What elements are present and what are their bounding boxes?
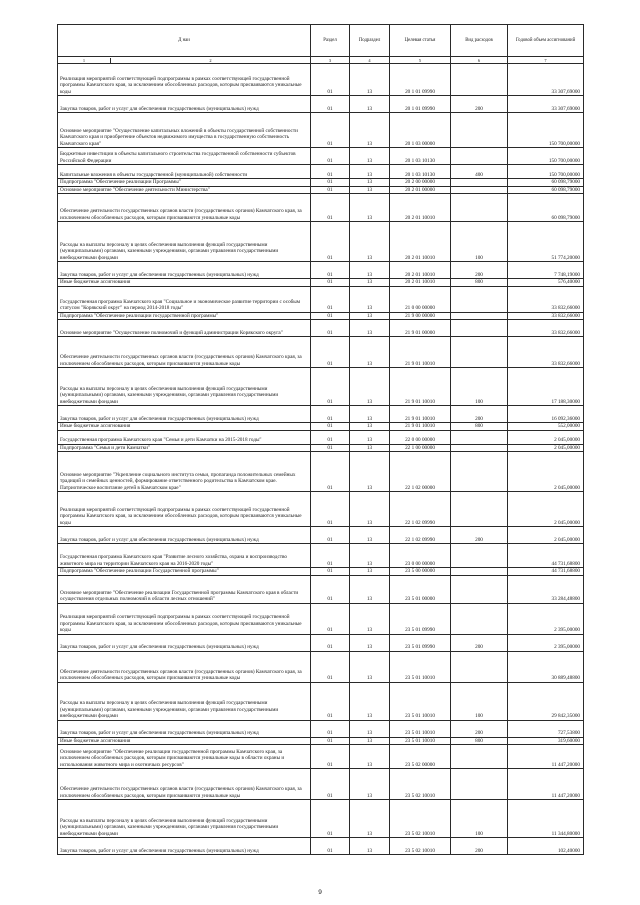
header-expense-kind: Вид расходов <box>451 25 508 57</box>
cell-name: Расходы на выплаты персоналу в целях обеспечения выполнения функций государственными (муниципальными) органами, казенными учреждениями, органами управления государственными внебюджетными фондами <box>58 222 311 262</box>
cell-target-article: 20 1 03 00000 <box>390 113 451 148</box>
cell-subsection: 13 <box>350 737 390 745</box>
cell-annual-total: 44 731,68800 <box>508 544 584 568</box>
cell-expense-kind: 200 <box>451 262 508 279</box>
cell-annual-total: 7 748,19000 <box>508 262 584 279</box>
cell-subsection: 13 <box>350 444 390 452</box>
cell-subsection: 13 <box>350 603 390 634</box>
cell-target-article: 20 1 01 09990 <box>390 64 451 96</box>
cell-subsection: 13 <box>350 279 390 287</box>
cell-subsection: 13 <box>350 113 390 148</box>
cell-section: 01 <box>311 222 350 262</box>
cell-subsection: 13 <box>350 575 390 603</box>
table-row <box>58 800 584 838</box>
cell-annual-total: 60 098,79000 <box>508 194 584 222</box>
cell-target-article: 20 2 01 10010 <box>390 222 451 262</box>
cell-annual-total: 2 045,00000 <box>508 492 584 527</box>
table-row <box>58 312 584 320</box>
cell-subsection: 13 <box>350 96 390 113</box>
cell-name: Закупка товаров, работ и услуг для обеспечения государственных (муниципальных) нужд <box>58 527 311 544</box>
cell-annual-total: 2 395,00000 <box>508 634 584 651</box>
cell-name: Обеспечение деятельности государственных органов власти (государственных органов) Камчатского края, за исключением обособленных расходов, которым присваиваются уникальные коды <box>58 337 311 368</box>
cell-name: Закупка товаров, работ и услуг для обеспечения государственных (муниципальных) нужд <box>58 634 311 651</box>
cell-expense-kind: 200 <box>451 720 508 737</box>
cell-expense-kind: 400 <box>451 165 508 179</box>
cell-annual-total: 552,00000 <box>508 423 584 431</box>
table-row <box>58 368 584 406</box>
cell-annual-total: 2 045,00000 <box>508 430 584 444</box>
table-row <box>58 544 584 568</box>
cell-section: 01 <box>311 148 350 165</box>
cell-subsection: 13 <box>350 406 390 423</box>
cell-subsection: 13 <box>350 64 390 96</box>
cell-section: 01 <box>311 320 350 337</box>
cell-annual-total: 150 700,00000 <box>508 165 584 179</box>
cell-annual-total: 29 842,35000 <box>508 682 584 720</box>
cell-annual-total: 51 774,20000 <box>508 222 584 262</box>
cell-expense-kind <box>451 492 508 527</box>
header-name: Д наи <box>58 25 311 57</box>
cell-section: 01 <box>311 430 350 444</box>
cell-subsection: 13 <box>350 320 390 337</box>
cell-target-article: 23 5 02 10010 <box>390 769 451 800</box>
cell-target-article: 23 5 01 10010 <box>390 682 451 720</box>
cell-subsection: 13 <box>350 186 390 194</box>
table-row <box>58 603 584 634</box>
col-number-1: 1 <box>58 58 111 63</box>
cell-name: Расходы на выплаты персоналу в целях обеспечения выполнения функций государственными (муниципальными) органами, казенными учреждениями, органами управления государственными внебюджетными фондами <box>58 368 311 406</box>
cell-subsection: 13 <box>350 769 390 800</box>
cell-section: 01 <box>311 286 350 312</box>
header-subsection: Подраздел <box>350 25 390 57</box>
cell-expense-kind <box>451 430 508 444</box>
col-number-5: 5 <box>390 57 451 64</box>
cell-expense-kind <box>451 64 508 96</box>
cell-expense-kind <box>451 603 508 634</box>
cell-name: Иные бюджетные ассигнования <box>58 737 311 745</box>
budget-table-sheet <box>57 24 583 855</box>
cell-target-article: 23 5 01 00000 <box>390 575 451 603</box>
cell-name: Капитальные вложения в объекты государственной (муниципальной) собственности <box>58 165 311 179</box>
cell-annual-total: 727,53800 <box>508 720 584 737</box>
cell-name: Основное мероприятие "Обеспечение реализации государственной программы Камчатского края, за исключением обособленных расходов, которым присваиваются уникальные коды в области охраны и использования животного мира и охотничьих ресурсов" <box>58 745 311 769</box>
cell-expense-kind <box>451 745 508 769</box>
cell-section: 01 <box>311 312 350 320</box>
table-row <box>58 96 584 113</box>
cell-target-article: 22 1 00 00000 <box>390 444 451 452</box>
cell-name: Подпрограмма "Обеспечение реализации государственной программы" <box>58 312 311 320</box>
cell-name: Закупка товаров, работ и услуг для обеспечения государственных (муниципальных) нужд <box>58 96 311 113</box>
page-number: 9 <box>318 889 322 896</box>
cell-section: 01 <box>311 603 350 634</box>
cell-target-article: 22 1 02 09990 <box>390 527 451 544</box>
cell-name: Иные бюджетные ассигнования <box>58 423 311 431</box>
cell-section: 01 <box>311 406 350 423</box>
cell-expense-kind <box>451 568 508 576</box>
table-row <box>58 838 584 855</box>
cell-expense-kind: 200 <box>451 634 508 651</box>
cell-annual-total: 33 832,66000 <box>508 286 584 312</box>
table-row <box>58 651 584 682</box>
cell-name: Закупка товаров, работ и услуг для обеспечения государственных (муниципальных) нужд <box>58 838 311 855</box>
cell-subsection: 13 <box>350 430 390 444</box>
cell-subsection: 13 <box>350 194 390 222</box>
cell-name: Государственная программа Камчатского края "Социальное и экономическое развитие территории с особым статусом "Корякский округ" на период 2014-2018 годы" <box>58 286 311 312</box>
cell-annual-total: 2 045,00000 <box>508 444 584 452</box>
cell-target-article: 21 9 01 10010 <box>390 337 451 368</box>
cell-section: 01 <box>311 165 350 179</box>
cell-expense-kind: 200 <box>451 96 508 113</box>
table-row <box>58 682 584 720</box>
cell-target-article: 22 1 02 09990 <box>390 492 451 527</box>
cell-target-article: 21 0 00 00000 <box>390 286 451 312</box>
cell-target-article: 23 5 01 09990 <box>390 634 451 651</box>
cell-expense-kind: 100 <box>451 682 508 720</box>
cell-expense-kind: 100 <box>451 800 508 838</box>
cell-target-article: 20 2 01 00000 <box>390 186 451 194</box>
cell-name: Обеспечение деятельности государственных органов власти (государственных органов) Камчатского края, за исключением обособленных расходов, которым присваиваются уникальные коды <box>58 194 311 222</box>
cell-name: Расходы на выплаты персоналу в целях обеспечения выполнения функций государственными (муниципальными) органами, казенными учреждениями, органами управления государственными внебюджетными фондами <box>58 682 311 720</box>
cell-subsection: 13 <box>350 262 390 279</box>
cell-subsection: 13 <box>350 312 390 320</box>
cell-section: 01 <box>311 452 350 492</box>
table-row <box>58 194 584 222</box>
table-row <box>58 452 584 492</box>
cell-target-article: 23 5 01 09990 <box>390 603 451 634</box>
table-row <box>58 165 584 179</box>
cell-subsection: 13 <box>350 452 390 492</box>
cell-name: Бюджетные инвестиции в объекты капитального строительства государственной собственности субъектов Российской Федерации <box>58 148 311 165</box>
table-row <box>58 575 584 603</box>
cell-name: Подпрограмма "Обеспечение реализации Государственной программы" <box>58 568 311 576</box>
cell-target-article: 20 1 03 10130 <box>390 148 451 165</box>
cell-section: 01 <box>311 96 350 113</box>
cell-annual-total: 60 098,79000 <box>508 179 584 187</box>
cell-expense-kind: 200 <box>451 406 508 423</box>
table-row <box>58 262 584 279</box>
cell-subsection: 13 <box>350 179 390 187</box>
cell-target-article: 20 1 03 10130 <box>390 165 451 179</box>
cell-name: Закупка товаров, работ и услуг для обеспечения государственных (муниципальных) нужд <box>58 262 311 279</box>
cell-name: Обеспечение деятельности государственных органов власти (государственных органов) Камчатского края, за исключением обособленных расходов, которым присваиваются уникальные коды <box>58 651 311 682</box>
cell-target-article: 20 1 01 09990 <box>390 96 451 113</box>
cell-section: 01 <box>311 745 350 769</box>
table-row <box>58 720 584 737</box>
cell-name: Обеспечение деятельности государственных органов власти (государственных органов) Камчатского края, за исключением обособленных расходов, которым присваиваются уникальные коды <box>58 769 311 800</box>
col-number-2: 2 <box>209 57 212 63</box>
cell-name: Закупка товаров, работ и услуг для обеспечения государственных (муниципальных) нужд <box>58 406 311 423</box>
cell-expense-kind <box>451 444 508 452</box>
cell-expense-kind: 100 <box>451 368 508 406</box>
cell-annual-total: 16 092,36000 <box>508 406 584 423</box>
cell-expense-kind: 200 <box>451 527 508 544</box>
cell-name: Иные бюджетные ассигнования <box>58 279 311 287</box>
cell-expense-kind <box>451 320 508 337</box>
cell-target-article: 21 9 01 00000 <box>390 320 451 337</box>
cell-subsection: 13 <box>350 838 390 855</box>
col-number-6: 6 <box>451 57 508 64</box>
cell-target-article: 20 2 01 10010 <box>390 262 451 279</box>
table-row <box>58 148 584 165</box>
budget-table <box>57 24 584 855</box>
cell-annual-total: 33 832,66000 <box>508 312 584 320</box>
cell-expense-kind: 800 <box>451 423 508 431</box>
cell-subsection: 13 <box>350 148 390 165</box>
col-number-cell-1-2 <box>58 57 311 64</box>
table-row <box>58 423 584 431</box>
cell-subsection: 13 <box>350 286 390 312</box>
cell-annual-total: 2 045,00000 <box>508 527 584 544</box>
col-number-7: 7 <box>508 57 584 64</box>
cell-expense-kind <box>451 312 508 320</box>
cell-subsection: 13 <box>350 165 390 179</box>
cell-section: 01 <box>311 769 350 800</box>
cell-section: 01 <box>311 682 350 720</box>
cell-subsection: 13 <box>350 720 390 737</box>
col-number-4: 4 <box>350 57 390 64</box>
cell-annual-total: 11 447,20000 <box>508 745 584 769</box>
cell-name: Государственная программа Камчатского края "Семья и дети Камчатки на 2015-2018 годы" <box>58 430 311 444</box>
cell-target-article: 20 2 00 00000 <box>390 179 451 187</box>
cell-target-article: 23 0 00 00000 <box>390 544 451 568</box>
table-row <box>58 222 584 262</box>
cell-section: 01 <box>311 423 350 431</box>
cell-name: Реализация мероприятий соответствующей подпрограммы в рамках соответствующей государственной программы Камчатского края, за исключением обособленных расходов, которым присваиваются уникальные коды <box>58 603 311 634</box>
cell-annual-total: 11 344,80000 <box>508 800 584 838</box>
cell-target-article: 23 5 01 10010 <box>390 651 451 682</box>
cell-annual-total: 319,60000 <box>508 737 584 745</box>
cell-annual-total: 60 098,79000 <box>508 186 584 194</box>
cell-name: Реализация мероприятий соответствующей подпрограммы в рамках соответствующей государственной программы Камчатского края, за исключением обособленных расходов, которым присваиваются уникальные коды <box>58 64 311 96</box>
cell-name: Основное мероприятие "Осуществление капитальных вложений в объекты государственной собственности Камчатского края и приобретение объектов недвижимого имущества в государственную собственность Камчатского края" <box>58 113 311 148</box>
cell-name: Закупка товаров, работ и услуг для обеспечения государственных (муниципальных) нужд <box>58 720 311 737</box>
table-row <box>58 64 584 96</box>
cell-section: 01 <box>311 527 350 544</box>
table-row <box>58 492 584 527</box>
cell-name: Расходы на выплаты персоналу в целях обеспечения выполнения функций государственными (муниципальными) органами, казенными учреждениями, органами управления государственными внебюджетными фондами <box>58 800 311 838</box>
cell-annual-total: 2 395,00000 <box>508 603 584 634</box>
cell-annual-total: 30 889,48800 <box>508 651 584 682</box>
cell-section: 01 <box>311 113 350 148</box>
cell-expense-kind <box>451 179 508 187</box>
cell-expense-kind: 100 <box>451 222 508 262</box>
cell-target-article: 22 0 00 00000 <box>390 430 451 444</box>
cell-subsection: 13 <box>350 368 390 406</box>
header-annual-total: Годовой объем ассигнований <box>508 25 584 57</box>
cell-expense-kind <box>451 113 508 148</box>
cell-target-article: 20 2 01 10010 <box>390 194 451 222</box>
table-row <box>58 769 584 800</box>
cell-section: 01 <box>311 838 350 855</box>
cell-annual-total: 17 188,30000 <box>508 368 584 406</box>
cell-expense-kind <box>451 544 508 568</box>
cell-name: Основное мероприятие "Осуществление полномочий и функций администрации Корякского округа" <box>58 320 311 337</box>
cell-name: Основное мероприятие "Обеспечение деятельности Министерства" <box>58 186 311 194</box>
column-number-row <box>58 57 584 64</box>
table-row <box>58 430 584 444</box>
cell-expense-kind <box>451 194 508 222</box>
cell-subsection: 13 <box>350 745 390 769</box>
cell-target-article: 23 5 02 10010 <box>390 838 451 855</box>
cell-name: Основное мероприятие "Укрепление социального института семьи, пропаганда положительных семейных традиций и семейных ценностей, формирование ответственного родительства в Камчатском крае. Патриотическое воспитание детей в Камчатском крае" <box>58 452 311 492</box>
cell-subsection: 13 <box>350 527 390 544</box>
cell-annual-total: 33 307,69000 <box>508 64 584 96</box>
cell-expense-kind <box>451 337 508 368</box>
cell-subsection: 13 <box>350 492 390 527</box>
cell-target-article: 21 9 01 10010 <box>390 406 451 423</box>
cell-expense-kind <box>451 769 508 800</box>
table-row <box>58 527 584 544</box>
table-row <box>58 444 584 452</box>
cell-subsection: 13 <box>350 222 390 262</box>
cell-section: 01 <box>311 262 350 279</box>
table-row <box>58 568 584 576</box>
cell-target-article: 23 5 02 00000 <box>390 745 451 769</box>
cell-section: 01 <box>311 544 350 568</box>
cell-section: 01 <box>311 634 350 651</box>
cell-target-article: 23 5 01 10010 <box>390 737 451 745</box>
cell-section: 01 <box>311 444 350 452</box>
cell-annual-total: 576,40000 <box>508 279 584 287</box>
table-header-row <box>58 25 584 57</box>
cell-expense-kind <box>451 286 508 312</box>
cell-subsection: 13 <box>350 800 390 838</box>
cell-section: 01 <box>311 368 350 406</box>
cell-expense-kind: 800 <box>451 737 508 745</box>
cell-section: 01 <box>311 737 350 745</box>
cell-annual-total: 11 447,20000 <box>508 769 584 800</box>
table-row <box>58 737 584 745</box>
cell-section: 01 <box>311 186 350 194</box>
cell-subsection: 13 <box>350 544 390 568</box>
cell-annual-total: 2 045,00000 <box>508 452 584 492</box>
cell-expense-kind: 800 <box>451 279 508 287</box>
table-row <box>58 186 584 194</box>
table-row <box>58 279 584 287</box>
cell-target-article: 20 2 01 10010 <box>390 279 451 287</box>
cell-annual-total: 33 832,66000 <box>508 320 584 337</box>
cell-annual-total: 150 700,00000 <box>508 148 584 165</box>
cell-expense-kind: 200 <box>451 838 508 855</box>
cell-name: Реализация мероприятий соответствующей подпрограммы в рамках соответствующей государственной программы Камчатского края, за исключением обособленных расходов, которым присваиваются уникальные коды <box>58 492 311 527</box>
cell-annual-total: 33 832,66000 <box>508 337 584 368</box>
cell-target-article: 22 1 02 00000 <box>390 452 451 492</box>
cell-target-article: 23 5 00 00000 <box>390 568 451 576</box>
table-row <box>58 320 584 337</box>
cell-annual-total: 102,40000 <box>508 838 584 855</box>
cell-target-article: 21 9 00 00000 <box>390 312 451 320</box>
cell-section: 01 <box>311 64 350 96</box>
table-row <box>58 745 584 769</box>
cell-target-article: 21 9 01 10010 <box>390 423 451 431</box>
cell-target-article: 21 9 01 10010 <box>390 368 451 406</box>
cell-name: Подпрограмма "Семья и дети Камчатки" <box>58 444 311 452</box>
cell-section: 01 <box>311 568 350 576</box>
cell-expense-kind <box>451 575 508 603</box>
cell-annual-total: 33 307,69000 <box>508 96 584 113</box>
cell-annual-total: 44 731,68800 <box>508 568 584 576</box>
cell-name: Основное мероприятие "Обеспечение реализации Государственной программы Камчатского края в области осуществления отдельных полномочий в области лесных отношений" <box>58 575 311 603</box>
cell-target-article: 23 5 01 10010 <box>390 720 451 737</box>
cell-target-article: 23 5 02 10010 <box>390 800 451 838</box>
cell-section: 01 <box>311 337 350 368</box>
cell-subsection: 13 <box>350 682 390 720</box>
cell-subsection: 13 <box>350 337 390 368</box>
cell-subsection: 13 <box>350 651 390 682</box>
cell-annual-total: 33 284,48800 <box>508 575 584 603</box>
cell-subsection: 13 <box>350 634 390 651</box>
cell-expense-kind <box>451 186 508 194</box>
table-row <box>58 179 584 187</box>
cell-section: 01 <box>311 651 350 682</box>
table-row <box>58 406 584 423</box>
cell-section: 01 <box>311 575 350 603</box>
table-row <box>58 286 584 312</box>
header-section: Раздел <box>311 25 350 57</box>
col-number-3: 3 <box>311 57 350 64</box>
table-row <box>58 113 584 148</box>
cell-section: 01 <box>311 194 350 222</box>
table-row <box>58 634 584 651</box>
cell-section: 01 <box>311 800 350 838</box>
cell-expense-kind <box>451 651 508 682</box>
cell-annual-total: 150 700,00000 <box>508 113 584 148</box>
cell-section: 01 <box>311 279 350 287</box>
cell-section: 01 <box>311 179 350 187</box>
cell-section: 01 <box>311 492 350 527</box>
cell-subsection: 13 <box>350 423 390 431</box>
cell-expense-kind <box>451 452 508 492</box>
cell-name: Государственная программа Камчатского края "Развитие лесного хозяйства, охрана и воспроизводство животного мира на территории Камчатского края на 2016-2020 годы" <box>58 544 311 568</box>
cell-name: Подпрограмма "Обеспечение реализации Программы" <box>58 179 311 187</box>
table-row <box>58 337 584 368</box>
cell-section: 01 <box>311 720 350 737</box>
header-target-article: Целевая статья <box>390 25 451 57</box>
cell-subsection: 13 <box>350 568 390 576</box>
cell-expense-kind <box>451 148 508 165</box>
